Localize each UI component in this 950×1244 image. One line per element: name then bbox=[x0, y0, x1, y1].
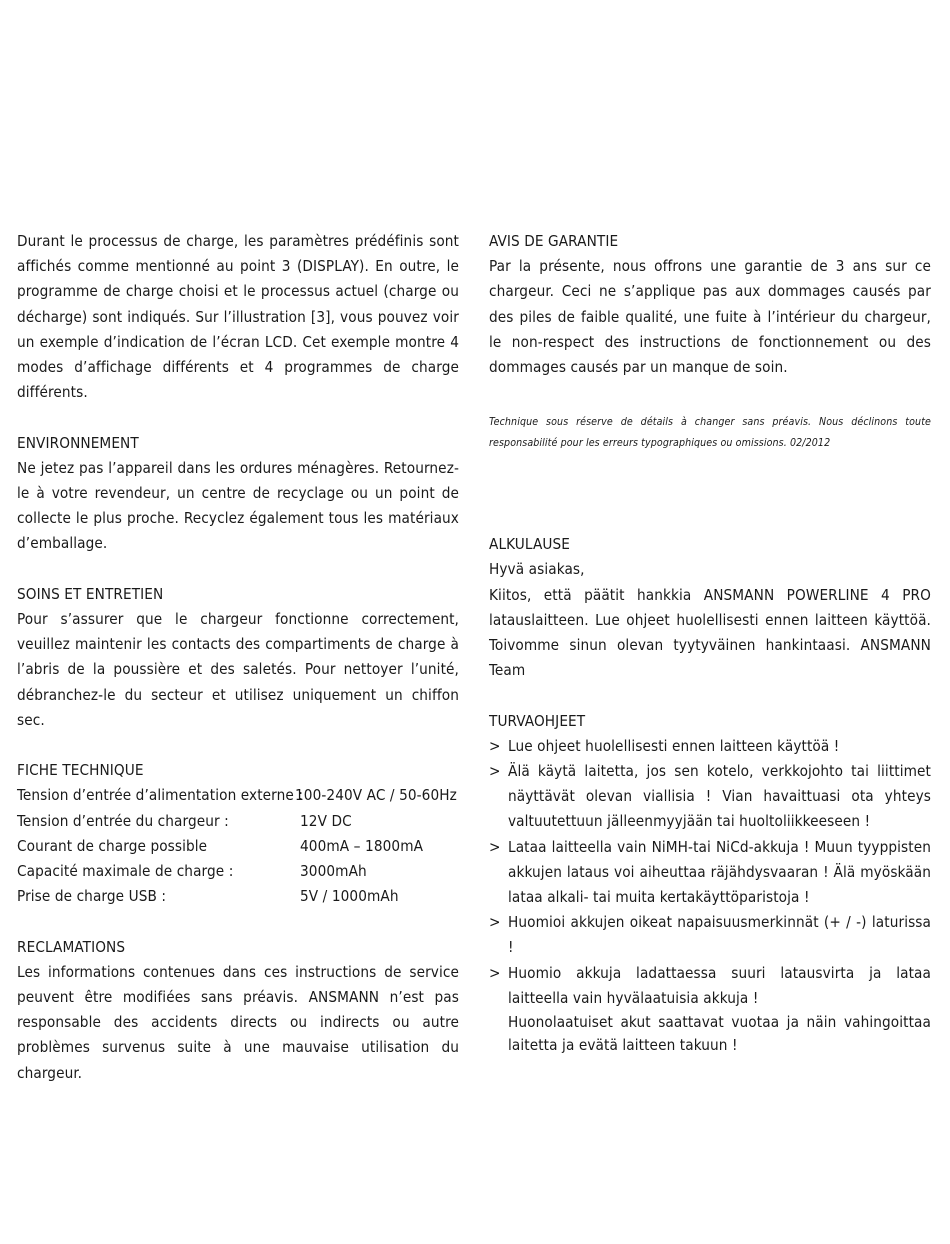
spec-row bbox=[17, 884, 459, 909]
right-column bbox=[489, 229, 931, 1056]
bullet-marker: > bbox=[489, 762, 501, 781]
foreword-text: Kiitos, että päätit hankkia ANSMANN POWERLINE 4 PRO latauslaitteen. Lue ohjeet huolellisesti ennen laitteen käyttöä. Toivomme sinun olevan tyytyväinen hankintaasi. ANSMANN Team bbox=[489, 585, 931, 680]
list-item-extra: Huonolaatuiset akut saattavat vuotaa ja näin vahingoittaa laitetta ja evätä laitteen takuun ! bbox=[508, 1013, 931, 1054]
spec-value: 3000mAh bbox=[300, 862, 367, 881]
environment-section bbox=[17, 431, 459, 557]
left-column bbox=[17, 229, 459, 1086]
claims-text: Les informations contenues dans ces instructions de service peuvent être modifiées sans préavis. ANSMANN n’est pas responsable des accidents directs ou indirects ou autre problèmes survenus suite à une mauvaise utilisation du chargeur. bbox=[17, 962, 459, 1082]
list-item bbox=[489, 734, 931, 759]
spec-label: Courant de charge possible bbox=[17, 836, 208, 855]
care-section bbox=[17, 582, 459, 733]
intro-paragraph: Durant le processus de charge, les paramètres prédéfinis sont affichés comme mentionné au point 3 (DISPLAY). En outre, le programme de charge choisi et le processus actuel (charge ou décharge) sont indiqués. Sur l’illustration [3], vous pouvez voir un exemple d’indication de l’écran LCD. Cet exemple montre 4 modes d’affichage différents et 4 programmes de charge différents. bbox=[17, 232, 459, 402]
spec-label: Tension d’entrée du chargeur : bbox=[17, 811, 229, 830]
spec-row bbox=[17, 859, 459, 884]
spec-label: Capacité maximale de charge : bbox=[17, 862, 234, 881]
claims-heading: RECLAMATIONS bbox=[17, 937, 126, 956]
list-item-text: Lue ohjeet huolellisesti ennen laitteen käyttöä ! bbox=[508, 736, 840, 755]
technical-note: Technique sous réserve de détails à changer sans préavis. Nous déclinons toute responsabilité pour les erreurs typographiques ou omissions. 02/2012 bbox=[489, 416, 931, 450]
warranty-heading: AVIS DE GARANTIE bbox=[489, 232, 619, 250]
spec-value: 12V DC bbox=[300, 811, 352, 830]
list-item-text: Älä käytä laitetta, jos sen kotelo, verkkojohto tai liittimet näyttävät olevan viallisia ! Vian havaittuasi ota yhteys valtuutettuun jälleenmyyjään tai huoltoliikkeeseen ! bbox=[508, 762, 931, 831]
environment-text: Ne jetez pas l’appareil dans les ordures ménagères. Retournez-le à votre revendeur, un centre de recyclage ou un point de collecte le plus proche. Recyclez également tous les matériaux d’emballage. bbox=[17, 458, 459, 553]
bullet-marker: > bbox=[489, 963, 501, 982]
specs-heading: FICHE TECHNIQUE bbox=[17, 761, 144, 780]
list-item bbox=[489, 910, 931, 960]
spec-value: 400mA – 1800mA bbox=[300, 836, 424, 855]
spec-label: Tension d’entrée d’alimentation externe : bbox=[17, 786, 304, 805]
warranty-text: Par la présente, nous offrons une garantie de 3 ans sur ce chargeur. Ceci ne s’applique pas aux dommages causés par des piles de faible qualité, une fuite à l’intérieur du chargeur, le non-respect des instructions de fonctionnement ou des dommages causés par un manque de soin. bbox=[489, 257, 931, 377]
list-item bbox=[489, 759, 931, 835]
safety-section bbox=[489, 709, 931, 1056]
safety-list bbox=[489, 734, 931, 1056]
spec-value: 5V / 1000mAh bbox=[300, 887, 399, 906]
list-item bbox=[489, 961, 931, 1056]
list-item-text: Huomioi akkujen oikeat napaisuusmerkinnät (+ / -) laturissa ! bbox=[508, 913, 931, 957]
list-item-text: Lataa laitteella vain NiMH-tai NiCd-akkuja ! Muun tyyppisten akkujen lataus voi aiheuttaa räjähdysvaaran ! Älä myöskään lataa alkali- tai muita kertakäyttöparistoja ! bbox=[508, 837, 931, 907]
environment-heading: ENVIRONNEMENT bbox=[17, 433, 139, 452]
spec-row bbox=[17, 783, 459, 808]
bullet-marker: > bbox=[489, 837, 501, 856]
safety-heading: TURVAOHJEET bbox=[489, 711, 586, 730]
bullet-marker: > bbox=[489, 736, 501, 755]
warranty-section bbox=[489, 229, 931, 380]
claims-section bbox=[17, 935, 459, 1086]
care-heading: SOINS ET ENTRETIEN bbox=[17, 584, 164, 603]
foreword-heading: ALKULAUSE bbox=[489, 535, 571, 554]
specs-section bbox=[17, 758, 459, 909]
list-item bbox=[489, 835, 931, 911]
spec-row bbox=[17, 809, 459, 834]
spec-row bbox=[17, 834, 459, 859]
spec-value: 100-240V AC / 50-60Hz bbox=[295, 786, 457, 805]
spec-label: Prise de charge USB : bbox=[17, 887, 167, 906]
foreword-section bbox=[489, 532, 931, 683]
bullet-marker: > bbox=[489, 913, 501, 932]
greeting: Hyvä asiakas, bbox=[489, 560, 585, 579]
care-text: Pour s’assurer que le chargeur fonctionne correctement, veuillez maintenir les contacts des compartiments de charge à l’abris de la poussière et des saletés. Pour nettoyer l’unité, débranchez-le du secteur et utilisez uniquement un chiffon sec. bbox=[17, 610, 459, 729]
list-item-text: Huomio akkuja ladattaessa suuri latausvirta ja lataa laitteella vain hyvälaatuisia akkuja ! bbox=[508, 963, 931, 1007]
